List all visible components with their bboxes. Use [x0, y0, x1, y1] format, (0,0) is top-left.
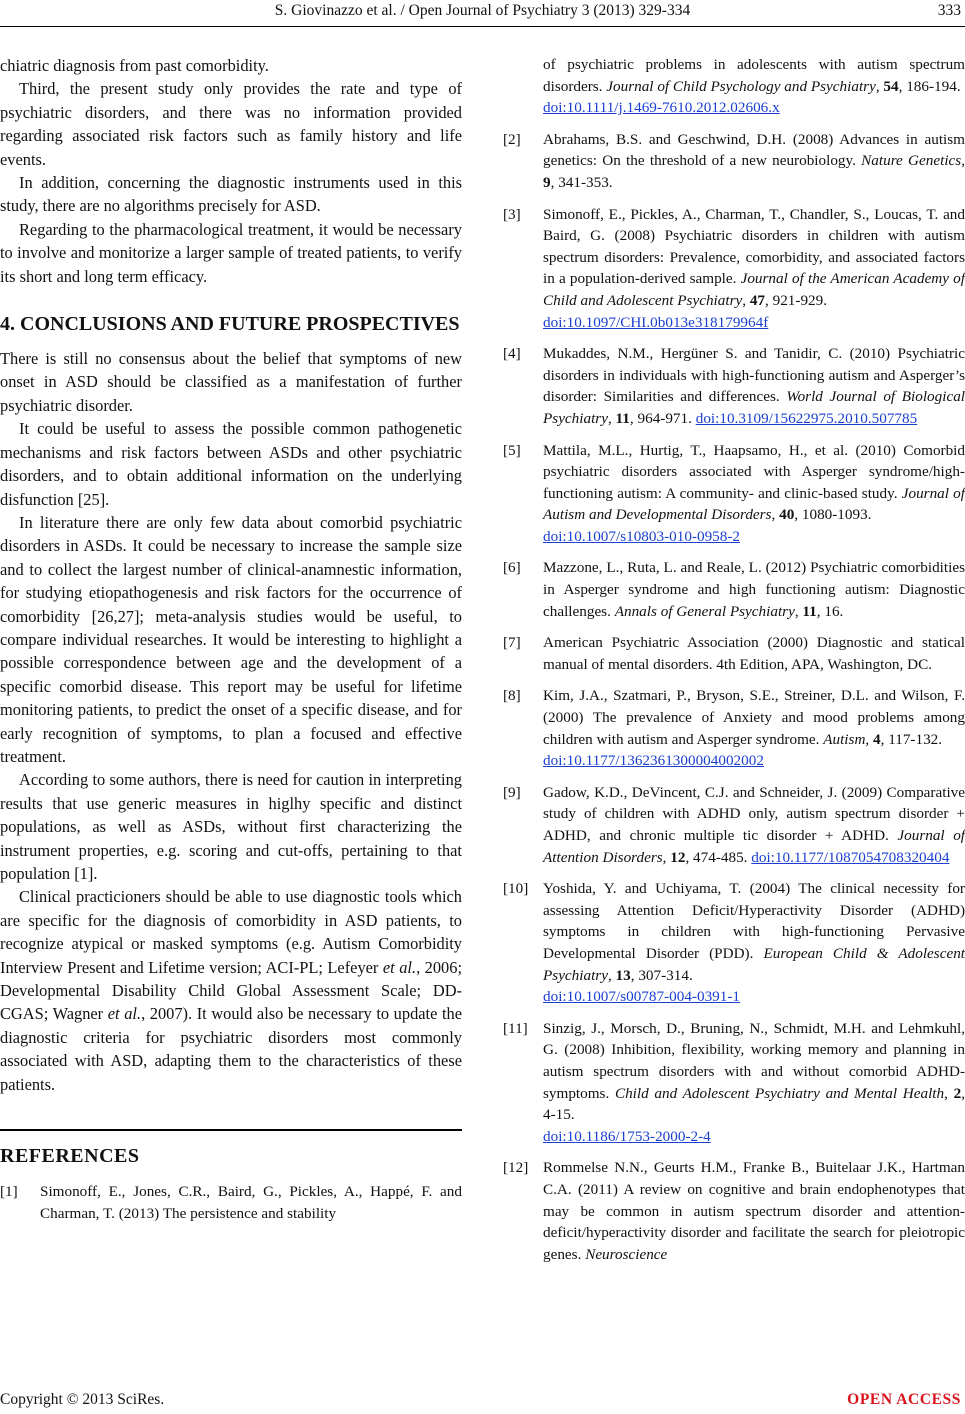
et-al: et al. — [382, 957, 417, 977]
reference-journal: Journal of the American Academy of Child and Adolescent Psychiatry — [543, 270, 965, 309]
reference-item — [0, 1181, 462, 1224]
doi-link[interactable]: doi:10.1097/CHI.0b013e318179964f — [543, 313, 769, 331]
paragraph: In addition, concerning the diagnostic instruments used in this study, there are no algorithms precisely for ASD. — [0, 173, 462, 216]
reference-number: [2] — [503, 130, 521, 148]
reference-volume: 40 — [779, 506, 795, 524]
reference-text: American Psychiatric Association (2000) Diagnostic and statical manual of mental disorders. 4th Edition, APA, Washington, DC. — [543, 634, 965, 673]
reference-pages: , 474-485. — [685, 848, 752, 866]
reference-text: Yoshida, Y. and Uchiyama, T. (2004) The clinical necessity for assessing Attention Deficit/Hyperactivity Disorder (ADHD) symptoms in children with high-functioning Pervasive Developmental Disorder (PDD). — [543, 880, 965, 962]
reference-pages: , 16. — [816, 602, 844, 620]
running-header — [0, 0, 965, 40]
reference-item: [4] Mukaddes, N.M., Hergüner S. and Tanidir, C. (2010) Psychiatric disorders in individuals with high-functioning autism and Asperger’s disorder: Similarities and differences. World Journal of Biological Psychiatry, 11, 964-971. doi:10.3109/15622975.2010.507785 — [503, 345, 965, 427]
reference-pages: , 4-15. — [543, 1084, 965, 1124]
reference-number: [6] — [503, 559, 521, 577]
reference-number: [7] — [503, 634, 521, 652]
doi-link[interactable]: doi:10.1007/s10803-010-0958-2 — [543, 527, 741, 545]
paragraph — [0, 885, 462, 1096]
reference-number: [12] — [503, 1159, 529, 1177]
references-rule — [0, 1129, 462, 1131]
reference-volume: 2 — [953, 1084, 962, 1102]
reference-pages: , 307-314. — [630, 966, 693, 984]
reference-text: Sinzig, J., Morsch, D., Bruning, N., Schmidt, M.H. and Lehmkuhl, G. (2008) Inhibition, flexibility, working memory and planning in autism spectrum disorders with and without comorbid ADHD-symptoms. — [543, 1019, 965, 1102]
reference-journal: European Child & Adolescent Psychiatry — [543, 944, 965, 984]
doi-link[interactable]: doi:10.1007/s00787-004-0391-1 — [543, 988, 741, 1006]
reference-number: [8] — [503, 687, 521, 705]
reference-number: [9] — [503, 783, 521, 801]
reference-pages: , 964-971. — [629, 409, 696, 427]
reference-volume: 13 — [615, 966, 631, 984]
reference-number: [11] — [503, 1019, 528, 1037]
reference-volume: 12 — [670, 848, 686, 866]
reference-pages: , 117-132. — [880, 730, 943, 748]
reference-text: Simonoff, E., Pickles, A., Charman, T., Chandler, S., Loucas, T. and Baird, G. (2008) Psychiatric disorders in children with autism spectrum disorders: Prevalence, comorbidity, and associated factors in a population-derived sample. — [543, 205, 965, 288]
copyright-notice: Copyright © 2013 SciRes. — [0, 1391, 165, 1408]
reference-journal: Journal of Autism and Developmental Disorders — [543, 484, 965, 524]
reference-text: Abrahams, B.S. and Geschwind, D.H. (2008) Advances in autism genetics: On the threshold of a new neurobiology. — [543, 130, 965, 170]
reference-pages: , 341-353. — [550, 173, 613, 191]
section-heading: 4. CONCLUSIONS AND FUTURE PROSPECTIVES — [0, 313, 460, 336]
reference-journal: Annals of General Psychiatry — [614, 602, 795, 620]
reference-number: [4] — [503, 345, 521, 363]
reference-text: of psychiatric problems in adolescents with autism spectrum disorders. — [543, 56, 965, 95]
paragraph: There is still no consensus about the belief that symptoms of new onset in ASD should be classified as a manifestation of further psychiatric disorder. — [0, 349, 462, 415]
reference-pages: , 186-194. — [898, 77, 961, 95]
reference-journal: Neuroscience — [585, 1245, 668, 1263]
reference-number: [5] — [503, 441, 521, 459]
doi-link[interactable]: doi:10.1177/1362361300004002002 — [543, 752, 764, 770]
reference-item-continued: of psychiatric problems in adolescents with autism spectrum disorders. Journal of Child Psychology and Psychiatry, 54, 186-194. doi:10.1111/j.1469-7610.2012.02606.x — [543, 56, 965, 117]
reference-text: Rommelse N.N., Geurts H.M., Franke B., Buitelaar J.K., Hartman C.A. (2011) A review on cognitive and brain endophenotypes that may be common in autism spectrum disorder and attention-deficit/hyperactivity disorder and facilitate the search for pleiotropic genes. — [543, 1159, 965, 1263]
reference-number: [3] — [503, 205, 521, 223]
reference-text: Gadow, K.D., DeVincent, C.J. and Schneider, J. (2009) Comparative study of children with ADHD only, autism spectrum disorder + ADHD, and chronic multiple tic disorder + ADHD. — [543, 783, 965, 844]
paragraph: Third, the present study only provides the rate and type of psychiatric disorders, and there was no information provided regarding associated risk factors such as family history and life events. — [0, 79, 462, 169]
reference-journal: Child and Adolescent Psychiatry and Mental Health — [614, 1084, 945, 1102]
reference-number: [10] — [503, 880, 529, 898]
references-heading: REFERENCES — [0, 1145, 140, 1168]
paragraph: chiatric diagnosis from past comorbidity. — [0, 56, 269, 75]
reference-volume: 54 — [883, 77, 899, 95]
reference-text: Mattila, M.L., Hurtig, T., Haapsamo, H., et al. (2010) Comorbid psychiatric disorders associated with Asperger syndrome/high-functioning autism: A community- and clinic-based study. — [543, 441, 965, 502]
reference-item: [5] Mattila, M.L., Hurtig, T., Haapsamo, H., et al. (2010) Comorbid psychiatric disorders associated with Asperger syndrome/high-functioning autism: A community- and clinic-based study. Journal of Autism and Developmental Disorders, 40, 1080-1093. doi:10.1007/s10803-010-0958-2 — [503, 441, 965, 545]
reference-item: [8] Kim, J.A., Szatmari, P., Bryson, S.E., Streiner, D.L. and Wilson, F. (2000) The prevalence of Anxiety and mood problems among children with autism and Asperger syndrome. Autism, 4, 117-132. doi:10.1177/1362361300004002002 — [503, 687, 965, 770]
reference-pages: , 1080-1093. — [794, 506, 872, 524]
text-run: , 2007). It would also be necessary to update the diagnostic criteria for psychiatric disorders most commonly associated with ASD, adapting them to the characteristics of these patients. — [0, 1004, 463, 1094]
reference-text: Mukaddes, N.M., Hergüner S. and Tanidir, C. (2010) Psychiatric disorders in individuals with high-functioning autism and Asperger’s disorder: Similarities and differences. — [543, 345, 965, 406]
reference-item: [2] Abrahams, B.S. and Geschwind, D.H. (2008) Advances in autism genetics: On the threshold of a new neurobiology. Nature Genetics, 9, 341-353. — [503, 130, 965, 191]
reference-volume: 11 — [615, 409, 630, 427]
reference-text: Mazzone, L., Ruta, L. and Reale, L. (2012) Psychiatric comorbidities in Asperger syndrome and high functioning autism: Diagnostic challenges. — [543, 559, 965, 620]
reference-journal: Journal of Attention Disorders — [543, 827, 965, 866]
reference-volume: 47 — [749, 291, 766, 309]
paragraph: Regarding to the pharmacological treatment, it would be necessary to involve and monitorize a larger sample of treated patients, to verify its short and long term efficacy. — [0, 219, 462, 286]
open-access-label: OPEN ACCESS — [847, 1391, 961, 1408]
reference-item: [9] Gadow, K.D., DeVincent, C.J. and Schneider, J. (2009) Comparative study of children with ADHD only, autism spectrum disorder + ADHD, and chronic multiple tic disorder + ADHD. Journal of Attention Disorders, 12, 474-485. doi:10.1177/1087054708320404 — [503, 783, 965, 866]
et-al: et al. — [107, 1004, 142, 1024]
reference-journal: Autism — [823, 730, 866, 748]
reference-item: [10] Yoshida, Y. and Uchiyama, T. (2004) The clinical necessity for assessing Attention Deficit/Hyperactivity Disorder (ADHD) symptoms in children with high-functioning Pervasive Developmental Disorder (PDD). European Child & Adolescent Psychiatry, 13, 307-314. doi:10.1007/s00787-004-0391-1 — [503, 880, 965, 1006]
right-column — [503, 54, 965, 1275]
reference-item: [3] Simonoff, E., Pickles, A., Charman, T., Chandler, S., Loucas, T. and Baird, G. (2008) Psychiatric disorders in children with autism spectrum disorders: Prevalence, comorbidity, and associated factors in a population-derived sample. Journal of the American Academy of Child and Adolescent Psychiatry, 47, 921-929. doi:10.1097/CHI.0b013e318179964f — [503, 205, 965, 331]
reference-item — [503, 1157, 965, 1265]
header-rule — [0, 26, 965, 27]
reference-text: Simonoff, E., Jones, C.R., Baird, G., Pickles, A., Happé, F. and Charman, T. (2013) The persistence and stability — [40, 1183, 462, 1222]
reference-item: [6] Mazzone, L., Ruta, L. and Reale, L. (2012) Psychiatric comorbidities in Asperger syndrome and high functioning autism: Diagnostic challenges. Annals of General Psychiatry, 11, 16. — [503, 559, 965, 620]
reference-number: [1] — [0, 1183, 18, 1201]
reference-journal: Journal of Child Psychology and Psychiatry — [606, 77, 876, 95]
reference-pages: , 921-929. — [765, 291, 828, 309]
reference-volume: 4 — [873, 730, 881, 748]
reference-item: [11] Sinzig, J., Morsch, D., Bruning, N., Schmidt, M.H. and Lehmkuhl, G. (2008) Inhibition, flexibility, working memory and planning in autism spectrum disorders with and without comorbid ADHD-symptoms. Child and Adolescent Psychiatry and Mental Health, 2, 4-15. doi:10.1186/1753-2000-2-4 — [503, 1019, 965, 1145]
doi-link[interactable]: doi:10.1186/1753-2000-2-4 — [543, 1127, 711, 1145]
text-run: , 2006; Developmental Disability Child Global Assessment Scale; DD-CGAS; Wagner — [0, 957, 462, 1024]
doi-link[interactable]: doi:10.1111/j.1469-7610.2012.02606.x — [543, 99, 780, 117]
paragraph: In literature there are only few data about comorbid psychiatric disorders in ASDs. It could be necessary to increase the sample size and to collect the largest number of clinical-anamnestic information, for studying etiopathogenesis and risk factors for the occurrence of comorbidity [26,27]; meta-analysis studies would be useful, to compare individual researches. It would be interesting to highlight a possible correspondence between age and the development of a specific comorbid disease. This report may be useful for lifetime monitoring patients, to predict the onset of a specific disease, and for early recognition of symptoms, to plan a focused and effective treatment. — [0, 512, 462, 766]
reference-volume: 9 — [543, 173, 551, 191]
doi-link[interactable]: doi:10.3109/15622975.2010.507785 — [695, 409, 918, 427]
reference-volume: 11 — [802, 602, 817, 620]
left-column — [0, 54, 462, 1224]
page-footer — [0, 1381, 965, 1411]
reference-journal: Nature Genetics — [861, 152, 962, 170]
page-number: 333 — [937, 2, 961, 19]
paragraph: According to some authors, there is need for caution in interpreting results that use generic measures in higlhy specific and distinct populations, as well as ASDs, without first characterizing the instrument properties, e.g. scoring and cut-offs, pertaining to that population [1]. — [0, 770, 462, 883]
paragraph: It could be useful to assess the possible common pathogenetic mechanisms and risk factors between ASDs and other psychiatric disorders, and to obtain additional information on the underlying disfunction [25]. — [0, 419, 462, 509]
running-title: S. Giovinazzo et al. / Open Journal of Psychiatry 3 (2013) 329-334 — [274, 2, 691, 19]
doi-link[interactable]: doi:10.1177/1087054708320404 — [751, 848, 950, 866]
text-run: Clinical practicioners should be able to use diagnostic tools which are specific for the diagnosis of comorbidity in ASD patients, to recognize atypical or masked symptoms (e.g. Autism Comorbidity Interview Present and Lifetime version; ACI-PL; Lefeyer — [0, 887, 462, 977]
reference-text: Kim, J.A., Szatmari, P., Bryson, S.E., Streiner, D.L. and Wilson, F. (2000) The prevalence of Anxiety and mood problems among children with autism and Asperger syndrome. — [543, 687, 965, 748]
reference-list — [503, 129, 965, 1266]
reference-journal: World Journal of Biological Psychiatry — [543, 388, 965, 427]
reference-item — [503, 632, 965, 675]
